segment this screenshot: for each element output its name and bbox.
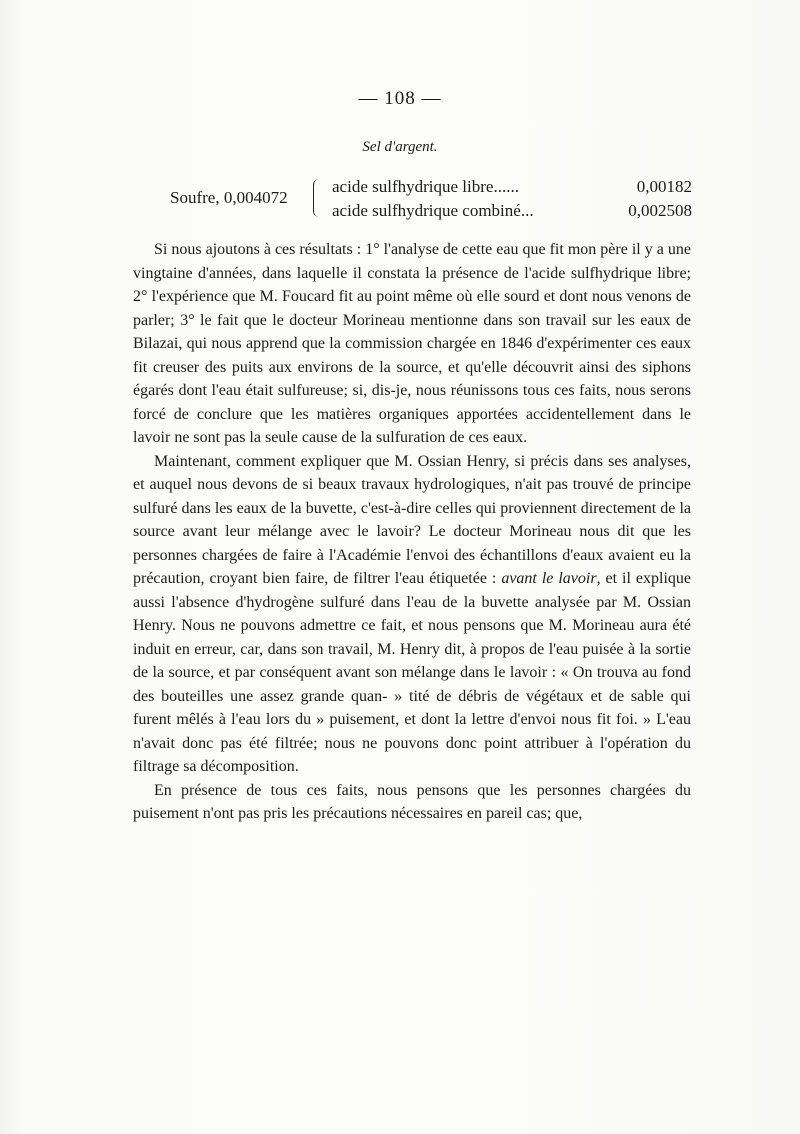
paragraph: En présence de tous ces faits, nous pensons que les personnes chargées du puisement n'ont pas pris les précautions nécessaires en pareil cas; que, — [133, 781, 691, 822]
italic-label: avant le lavoir — [501, 570, 597, 587]
paragraph-text-continued: , et il explique aussi l'absence d'hydrogène sulfuré dans l'eau de la buvette analysée par M. Ossian Henry. — [133, 570, 691, 634]
page-number: — 108 — — [358, 88, 442, 109]
sulfur-line-combined — [332, 199, 692, 223]
paragraph — [133, 450, 691, 779]
sulfur-line-value: 0,002508 — [628, 201, 692, 220]
sulfur-line-free — [332, 175, 692, 199]
paragraph-text: Nous ne pouvons admettre ce fait, et nous pensons que M. Morineau aura été induit en erreur, car, dans son travail, M. Henry dit, à propos de l'eau puisée à la sortie de la source, et par conséquent avant son mélange dans le lavoir : « On trouva au fond des bouteilles une assez grande quan- » tité de débris de végétaux et de sable qui furent mêlés à l'eau lors du » puisement, et dont la lettre d'envoi nous fit foi. » L'eau n'avait donc pas été filtrée; nous ne pouvons donc point attribuer à l'opération du filtrage sa décomposition. — [133, 617, 692, 775]
sulfur-total-label: Soufre, 0,004072 — [170, 188, 288, 207]
sulfur-line-value: 0,00182 — [636, 177, 692, 196]
paragraph-text: Maintenant, comment expliquer que M. Ossian Henry, si précis dans ses analyses, et auquel nous devons de si beaux travaux hydrologiques, n'ait pas trouvé de principe sulfuré dans les eaux de la buvette, c'est-à-dire celles qui proviennent directement de la source avant leur mélange avec le lavoir? Le docteur Morineau nous dit que les personnes chargées de faire à l'Académie l'envoi des échantillons d'eaux avaient eu la précaution, croyant bien faire, de filtrer l'eau étiquetée : — [133, 452, 691, 587]
sulfur-analysis-block — [170, 175, 690, 225]
sulfur-breakdown — [332, 175, 692, 223]
sulfur-line-name: acide sulfhydrique combiné... — [332, 201, 534, 220]
paragraph: Si nous ajoutons à ces résultats : 1° l'analyse de cette eau que fit mon père il y a une vingtaine d'années, dans laquelle il constata la présence de l'acide sulfhydrique libre; 2° l'expérience que M. Foucard fit au point même où elle sourd et dont nous venons de parler; 3° le fait que le docteur Morineau mentionne dans son travail sur les eaux de Bilazai, qui nous apprend que la commission chargée en 1846 d'expérimenter ces eaux fit creuser des puits aux environs de la source, et qu'elle découvrit ainsi des siphons égarés dont l'eau était sulfureuse; si, dis-je, nous réunissons tous ces faits, nous serons forcé de conclure que les matières organiques apportées accidentellement dans le lavoir ne sont pas la seule cause de la sulfuration de ces eaux. — [133, 241, 691, 446]
section-title: Sel d'argent. — [362, 139, 438, 155]
body-text — [133, 238, 691, 826]
brace-icon — [313, 179, 324, 217]
sulfur-line-name: acide sulfhydrique libre...... — [332, 177, 519, 196]
